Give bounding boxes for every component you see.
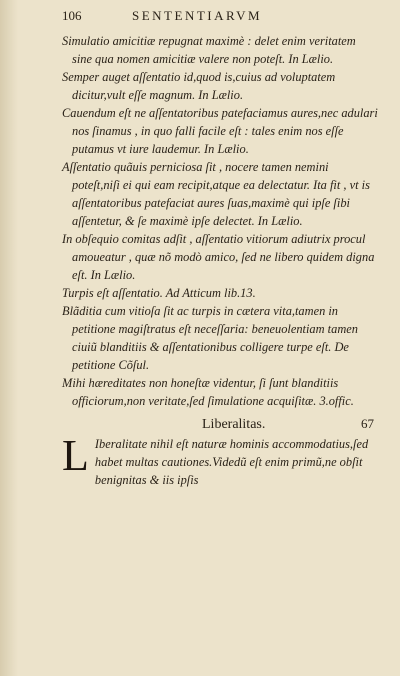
sentence-entry: Semper auget aſſentatio id,quod is,cuius ad voluptatem dicitur,vult eſſe magnum. In Lælio.: [62, 70, 336, 102]
sentence-entry: In obſequio comitas adſit , aſſentatio vitiorum adiutrix procul amoueatur , quæ nõ modò amico, ſed ne libero quidem digna eſt. In Lælio.: [62, 232, 375, 282]
sentence-entry: Simulatio amicitiæ repugnat maximè : delet enim veritatem sine qua nomen amicitiæ valere non poteſt. In Lælio.: [62, 34, 356, 66]
section-page-ref: 67: [361, 416, 374, 431]
sentence-entry: Blãditia cum vitioſa ſit ac turpis in cætera vita,tamen in petitione magiſtratus eſt neceſſaria: beneuolentiam tamen ciuiũ blanditiis & aſſentationibus colligere turpe eſt. De petitione Cõſul.: [62, 304, 358, 372]
section-title: Liberalitas.: [202, 417, 266, 432]
running-head: SENTENTIARVM: [132, 8, 263, 23]
sentence-entry: Aſſentatio quãuis perniciosa ſit , nocere tamen nemini poteſt,niſi ei qui eam recipit,atque ea delectatur. Ita fit , vt is aſſentatoribus patefaciat aures ſuas,maximè qui ipſe ſibi aſſentetur, & ſe maximè ipſe delectet. In Lælio.: [62, 160, 370, 228]
sentence-entry: Turpis eſt aſſentatio. Ad Atticum lib.13.: [62, 286, 256, 300]
text-body: [62, 32, 378, 410]
drop-cap: L: [62, 431, 89, 480]
sentence-entry: Cauendum eſt ne aſſentatoribus patefaciamus aures,nec adulari nos ſinamus , in quo falli facile eſt : tales enim nos eſſe putamus vt iure laudemur. In Lælio.: [62, 106, 378, 156]
sentence-entry: Mihi hæreditates non honeſtæ videntur, ſi ſunt blanditiis officiorum,non veritate,ſed ſimulatione acquiſitæ. 3.offic.: [62, 376, 354, 408]
section-first-entry: [62, 431, 378, 489]
page-number: 106: [62, 8, 82, 23]
section-heading: [62, 416, 378, 433]
page-header: [62, 8, 378, 26]
section-first-entry-text: Iberalitate nihil eſt naturæ hominis accommodatius,ſed habet multas cautiones.Videdũ eſt enim primũ,ne obſit benignitas & iis ipſis: [94, 437, 369, 487]
